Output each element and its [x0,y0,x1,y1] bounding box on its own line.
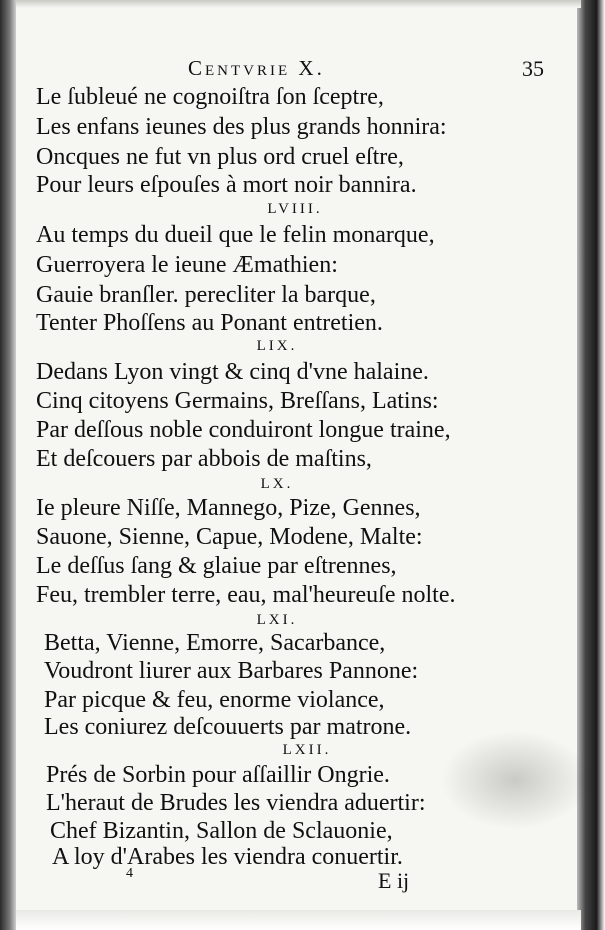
quatrain-number: LXII. [282,742,332,758]
page-number: 35 [522,56,544,81]
verse-line: Gauie branſler. perecliter la barque, [36,282,376,308]
verse-line: Pour leurs eſpouſes à mort noir bannira. [36,172,417,198]
verse-line: Le deſſus ſang & glaiue par eſtrennes, [36,553,397,579]
paper-stain [440,730,590,830]
quatrain-number: LX. [260,476,294,492]
verse-line: Au temps du dueil que le felin monarque, [36,222,435,248]
verse-line: Oncques ne fut vn plus ord cruel eſtre, [36,144,404,170]
verse-line: Et deſcouers par abbois de maſtins, [36,446,372,472]
running-title: Centvrie X. [188,56,325,80]
verse-line: L'heraut de Brudes les viendra aduertir: [46,790,426,816]
verse-line: Voudront liurer aux Barbares Pannone: [44,658,419,684]
verse-line: Par picque & feu, enorme violance, [44,687,385,713]
verse-line: Les coniurez deſcouuerts par matrone. [44,714,412,740]
printer-mark: 4 [126,866,133,881]
verse-line: Dedans Lyon vingt & cinq d'vne halaine. [36,359,429,385]
verse-line: Ie pleure Niſſe, Mannego, Pize, Gennes, [36,495,421,521]
verse-line: Betta, Vienne, Emorre, Sacarbance, [44,630,386,656]
verse-line: A loy d'Arabes les viendra conuertir. [52,844,403,870]
verse-line: Cinq citoyens Germains, Breſſans, Latins: [36,388,439,414]
quatrain-number: LIX. [256,338,298,354]
verse-line: Chef Bizantin, Sallon de Sclauonie, [50,818,393,844]
page-bottom-edge [16,910,581,930]
signature-mark: E ij [378,868,410,893]
quatrain-number: LVIII. [267,201,323,217]
page-top-edge [16,0,581,8]
verse-line: Guerroyera le ieune Æmathien: [36,252,338,278]
verse-line: Feu, trembler terre, eau, mal'heureuſe nolte. [36,582,456,608]
verse-line: Prés de Sorbin pour aſſaillir Ongrie. [46,762,390,788]
verse-line: Tenter Phoſſens au Ponant entretien. [36,310,383,336]
page-gutter-left [0,0,16,930]
quatrain-number: LXI. [256,612,298,628]
verse-line: Par deſſous noble conduiront longue traine, [36,417,451,443]
verse-line: Sauone, Sienne, Capue, Modene, Malte: [36,524,423,550]
verse-line: Les enfans ieunes des plus grands honnira: [36,114,447,140]
verse-line: Le ſubleué ne cognoiſtra ſon ſceptre, [36,84,384,110]
